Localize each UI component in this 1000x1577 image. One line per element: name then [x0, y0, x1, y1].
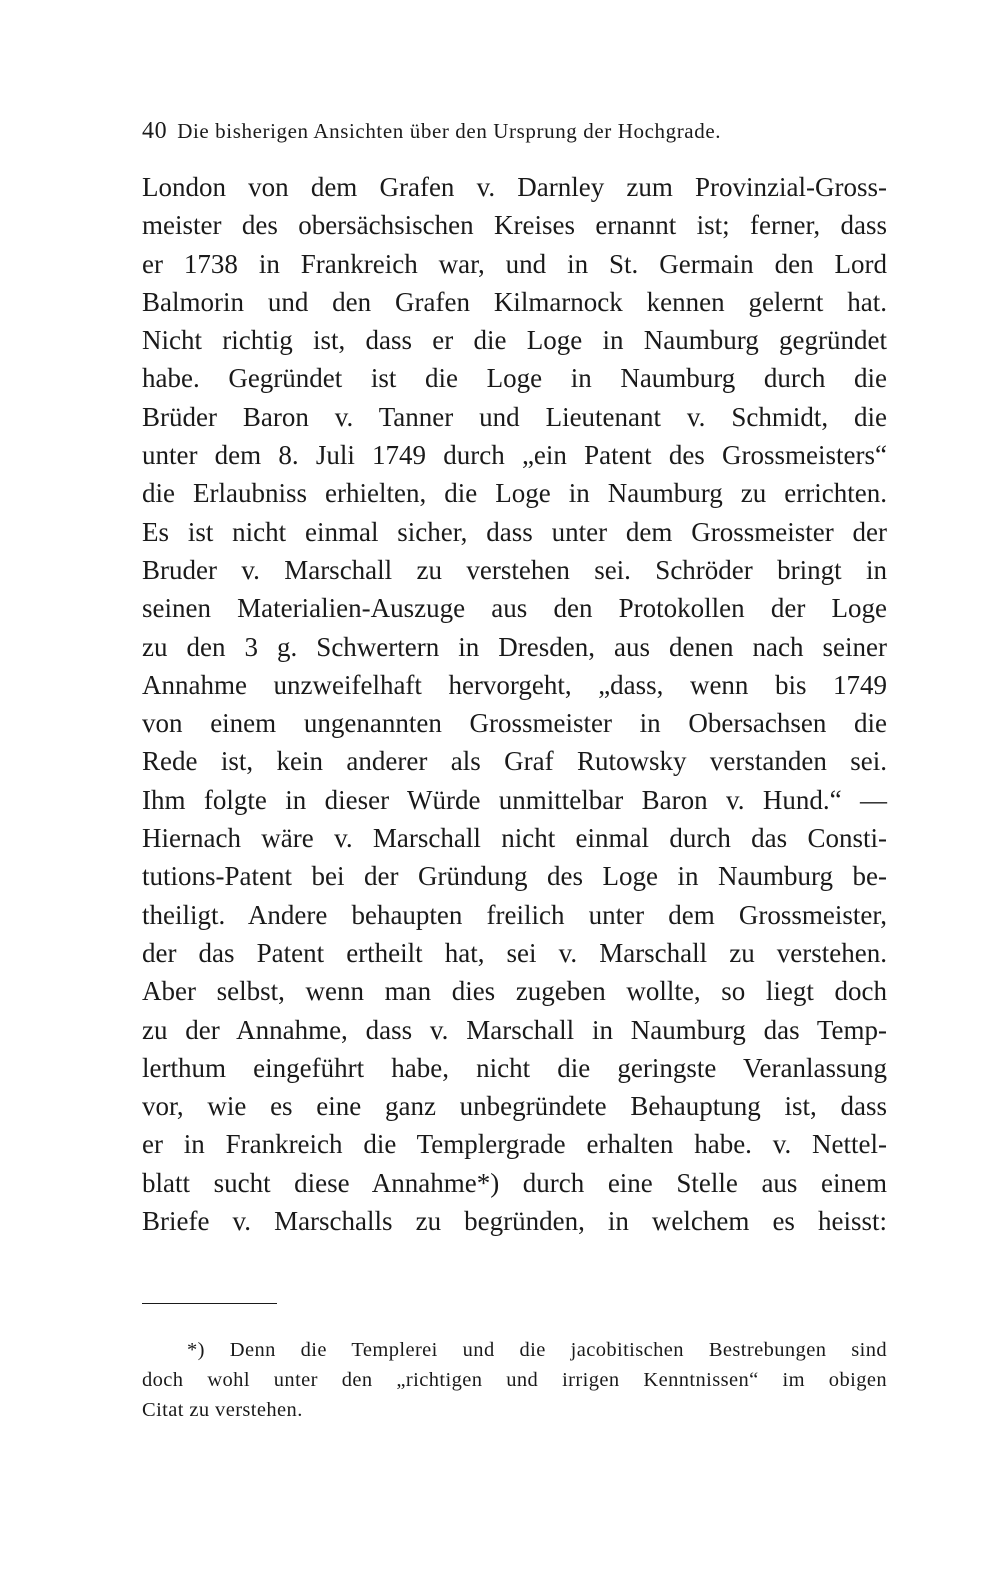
body-text: [142, 168, 887, 1240]
text-line: Nicht richtig ist, dass er die Loge in Naumburg gegründet: [142, 325, 887, 356]
text-line: unter dem 8. Juli 1749 durch „ein Patent des Grossmeisters“: [142, 440, 887, 471]
text-line: London von dem Grafen v. Darnley zum Provinzial-Gross-: [142, 172, 887, 202]
page-number: 40: [142, 118, 168, 144]
text-line: zu den 3 g. Schwertern in Dresden, aus denen nach seiner: [142, 631, 887, 662]
footnote: [142, 1335, 887, 1425]
text-line: blatt sucht diese Annahme*) durch eine Stelle aus einem: [142, 1167, 887, 1198]
running-head-title: Die bisherigen Ansichten über den Ursprung der Hochgrade.: [177, 119, 722, 143]
text-line: Brüder Baron v. Tanner und Lieutenant v. Schmidt, die: [142, 401, 887, 432]
text-line: vor, wie es eine ganz unbegründete Behauptung ist, dass: [142, 1091, 887, 1122]
text-line: theiligt. Andere behaupten freilich unter dem Grossmeister,: [142, 899, 887, 930]
text-line: zu der Annahme, dass v. Marschall in Naumburg das Temp-: [142, 1014, 887, 1045]
footnote-line: Citat zu verstehen.: [142, 1399, 303, 1421]
text-line: habe. Gegründet ist die Loge in Naumburg durch die: [142, 363, 887, 394]
text-line: Annahme unzweifelhaft hervorgeht, „dass, wenn bis 1749: [142, 669, 887, 700]
footnote-line: doch wohl unter den „richtigen und irrigen Kenntnissen“ im obigen: [142, 1369, 887, 1391]
running-head: [142, 118, 902, 145]
text-line: Hiernach wäre v. Marschall nicht einmal durch das Consti-: [142, 823, 887, 854]
footnote-rule: [142, 1303, 277, 1304]
text-line: meister des obersächsischen Kreises ernannt ist; ferner, dass: [142, 210, 887, 241]
text-line: Briefe v. Marschalls zu begründen, in welchem es heisst:: [142, 1206, 887, 1237]
text-line: er 1738 in Frankreich war, und in St. Germain den Lord: [142, 248, 887, 279]
text-line: Bruder v. Marschall zu verstehen sei. Schröder bringt in: [142, 554, 887, 585]
text-line: tutions-Patent bei der Gründung des Loge in Naumburg be-: [142, 861, 887, 892]
text-line: Aber selbst, wenn man dies zugeben wollte, so liegt doch: [142, 976, 887, 1007]
text-line: er in Frankreich die Templergrade erhalten habe. v. Nettel-: [142, 1129, 887, 1160]
footnote-line: *) Denn die Templerei und die jacobitischen Bestrebungen sind: [187, 1339, 887, 1361]
text-line: Es ist nicht einmal sicher, dass unter dem Grossmeister der: [142, 516, 887, 547]
text-line: Ihm folgte in dieser Würde unmittelbar Baron v. Hund.“ —: [142, 784, 887, 815]
text-line: Rede ist, kein anderer als Graf Rutowsky verstanden sei.: [142, 746, 887, 777]
text-line: lerthum eingeführt habe, nicht die geringste Veranlassung: [142, 1052, 887, 1083]
text-line: seinen Materialien-Auszuge aus den Protokollen der Loge: [142, 593, 887, 624]
text-line: der das Patent ertheilt hat, sei v. Marschall zu verstehen.: [142, 937, 887, 968]
text-line: Balmorin und den Grafen Kilmarnock kennen gelernt hat.: [142, 286, 887, 317]
text-line: die Erlaubniss erhielten, die Loge in Naumburg zu errichten.: [142, 478, 887, 509]
text-line: von einem ungenannten Grossmeister in Obersachsen die: [142, 708, 887, 739]
